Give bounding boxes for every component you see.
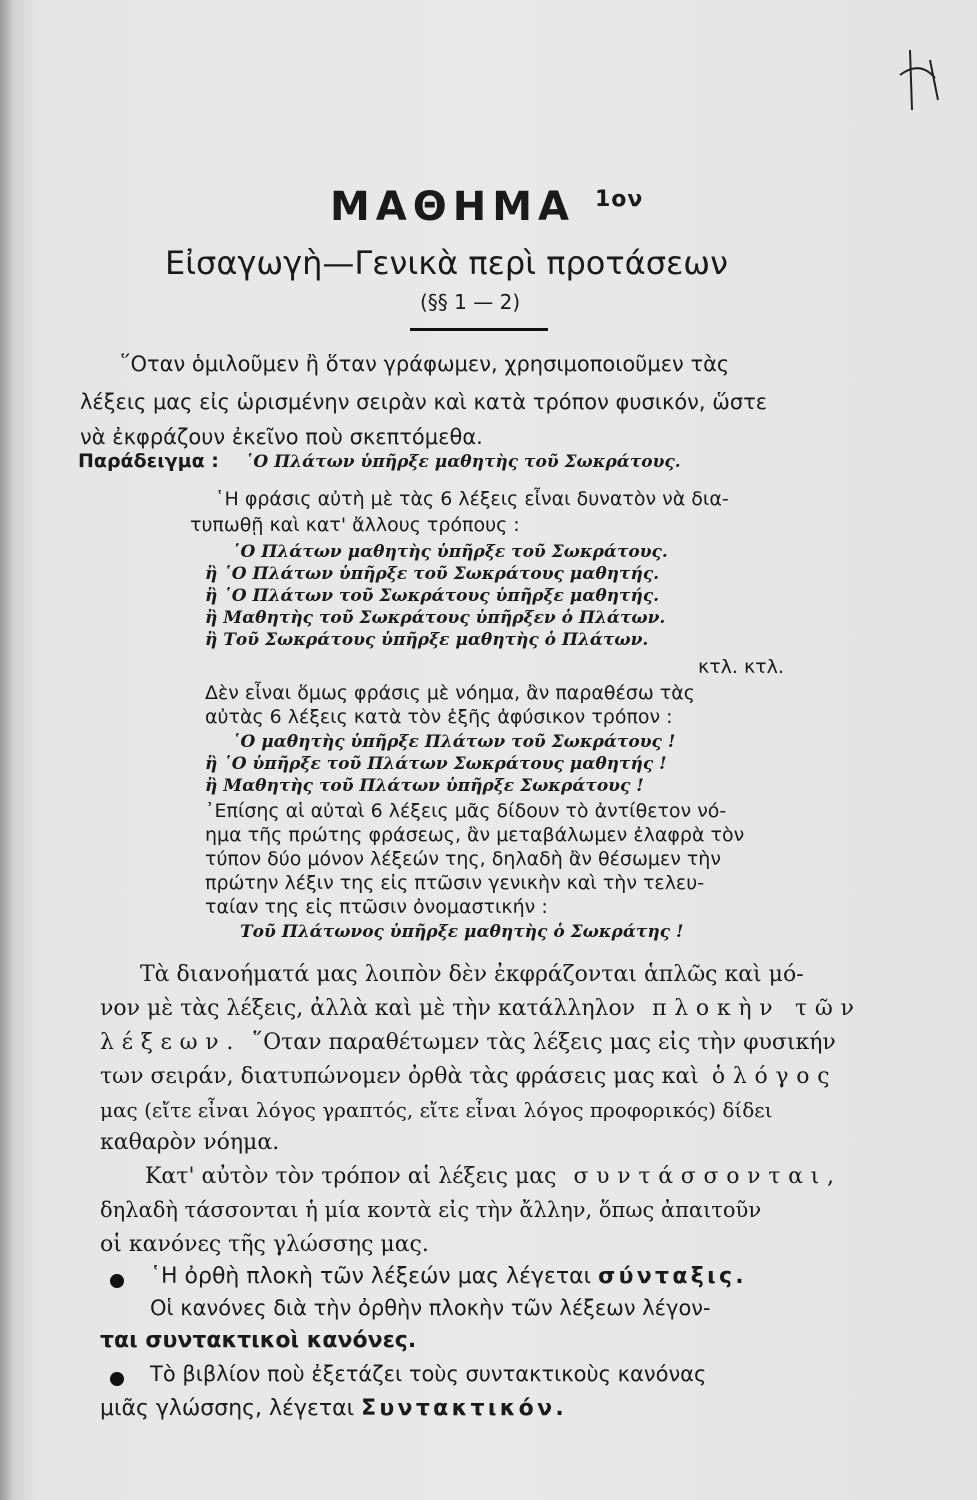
opposite-intro-line: ταίαν της εἰς πτῶσιν ὀνομαστικήν : [205, 896, 548, 918]
paragraph-line: λέξεων. ῞Οταν παραθέτωμεν τὰς λέξεις μας εἰς τὴν φυσικήν [100, 1030, 836, 1055]
nonsense-intro-line: αὐτὰς 6 λέξεις κατὰ τὸν ἑξῆς ἀφύσικον τρόπον : [205, 706, 673, 728]
paragraph-line: Κατ' αὐτὸν τὸν τρόπον αἱ λέξεις μας συντάσσονται, [145, 1164, 842, 1189]
opposite-intro-line: ᾿Επίσης αἱ αὐταὶ 6 λέξεις μᾶς δίδουν τὸ ἀντίθετον νό- [205, 800, 727, 822]
key-term: σύνταξις. [598, 1264, 747, 1289]
heading-divider [410, 328, 548, 331]
variant-sentence: ἢ ῾Ο Πλάτων τοῦ Σωκράτους ὑπῆρξε μαθητής. [205, 586, 660, 606]
lesson-subtitle: Εἰσαγωγὴ—Γενικὰ περὶ προτάσεων [165, 244, 728, 282]
lesson-number: 1ον [594, 187, 644, 212]
emphasis-term: ὁλόγος [711, 1064, 838, 1089]
example-label: Παράδειγμα : [78, 450, 219, 472]
emphasis-term: πλοκὴν τῶν [652, 996, 862, 1021]
paragraph-line: Τὰ διανοήματά μας λοιπὸν δὲν ἐκφράζονται ἁπλῶς καὶ μό- [140, 962, 804, 987]
emphasis-term: λέξεων. [100, 1030, 242, 1055]
lesson-title: ΜΑΘΗΜΑ $^{1o\nu}$ [330, 184, 644, 230]
nonsense-intro-line: Δὲν εἶναι ὅμως φράσις μὲ νόημα, ἂν παραθέσω τὰς [205, 682, 695, 704]
nonsense-sentence: ἢ Μαθητὴς τοῦ Πλάτων ὑπῆρξε Σωκράτους ! [205, 776, 644, 796]
variants-intro-line: ῾Η φράσις αὐτὴ μὲ τὰς 6 λέξεις εἶναι δυνατὸν νὰ δια- [215, 488, 729, 510]
opposite-sentence: Τοῦ Πλάτωνος ὑπῆρξε μαθητὴς ὁ Σωκράτης ! [240, 922, 684, 942]
intro-line: ῞Οταν ὁμιλοῦμεν ἢ ὅταν γράφωμεν, χρησιμοποιοῦμεν τὰς [120, 352, 730, 376]
paragraph-line: καθαρὸν νόημα. [100, 1130, 280, 1155]
opposite-intro-line: τύπον δύο μόνον λέξεών της, δηλαδὴ ἂν θέσωμεν τὴν [205, 848, 721, 870]
rule-line: ῾Η ὀρθὴ πλοκὴ τῶν λέξεών μας λέγεται σύνταξις. [150, 1264, 747, 1289]
bullet-icon [110, 1372, 124, 1386]
etc-text: κτλ. κτλ. [698, 656, 784, 678]
opposite-intro-line: πρώτην λέξιν της εἰς πτῶσιν γενικὴν καὶ τὴν τελευ- [205, 872, 705, 894]
rule-line: Οἱ κανόνες διὰ τὴν ὀρθὴν πλοκὴν τῶν λέξεων λέγον- [150, 1296, 711, 1320]
variants-intro-line: τυπωθῇ καὶ κατ' ἄλλους τρόπους : [190, 514, 520, 536]
variant-sentence: ἢ Τοῦ Σωκράτους ὑπῆρξε μαθητὴς ὁ Πλάτων. [205, 630, 649, 650]
rule-line: μιᾶς γλώσσης, λέγεται Συντακτικόν. [100, 1396, 568, 1421]
handwritten-mark-icon [890, 40, 950, 120]
example-row [78, 450, 681, 472]
rule-line: ται συντακτικοὶ κανόνες. [100, 1328, 417, 1353]
nonsense-sentence: ῾Ο μαθητὴς ὑπῆρξε Πλάτων τοῦ Σωκράτους ! [232, 732, 676, 752]
rule-line: Τὸ βιβλίον ποὺ ἐξετάζει τοὺς συντακτικοὺς κανόνας [150, 1362, 707, 1386]
example-sentence: ῾Ο Πλάτων ὑπῆρξε μαθητὴς τοῦ Σωκράτους. [244, 452, 681, 472]
section-reference: (§§ 1 — 2) [420, 290, 521, 314]
paragraph-line: οἱ κανόνες τῆς γλώσσης μας. [100, 1232, 429, 1257]
variant-sentence: ἢ Μαθητὴς τοῦ Σωκράτους ὑπῆρξεν ὁ Πλάτων. [205, 608, 666, 628]
paragraph-line: μας (εἴτε εἶναι λόγος γραπτός, εἴτε εἶναι λόγος προφορικός) δίδει [100, 1098, 773, 1122]
variant-sentence: ῾Ο Πλάτων μαθητὴς ὑπῆρξε τοῦ Σωκράτους. [232, 542, 668, 562]
paragraph-line: των σειράν, διατυπώνομεν ὀρθὰ τὰς φράσεις μας καὶ ὁλόγος [100, 1064, 838, 1089]
paragraph-line: δηλαδὴ τάσσονται ἡ μία κοντὰ εἰς τὴν ἄλλην, ὅπως ἀπαιτοῦν [100, 1198, 762, 1222]
intro-line: νὰ ἐκφράζουν ἐκεῖνο ποὺ σκεπτόμεθα. [80, 425, 483, 449]
variant-sentence: ἢ ῾Ο Πλάτων ὑπῆρξε τοῦ Σωκράτους μαθητής. [205, 564, 660, 584]
opposite-intro-line: ημα τῆς πρώτης φράσεως, ἂν μεταβάλωμεν ἐλαφρὰ τὸν [205, 824, 745, 846]
intro-line: λέξεις μας εἰς ὡρισμένην σειρὰν καὶ κατὰ τρόπον φυσικόν, ὥστε [80, 390, 768, 414]
emphasis-term: συντάσσονται, [573, 1164, 842, 1189]
nonsense-sentence: ἢ ῾Ο ὑπῆρξε τοῦ Πλάτων Σωκράτους μαθητής ! [205, 754, 667, 774]
paragraph-line: νον μὲ τὰς λέξεις, ἀλλὰ καὶ μὲ τὴν κατάλληλον πλοκὴν τῶν [100, 996, 862, 1021]
key-term: Συντακτικόν. [361, 1396, 568, 1421]
bullet-icon [110, 1274, 124, 1288]
